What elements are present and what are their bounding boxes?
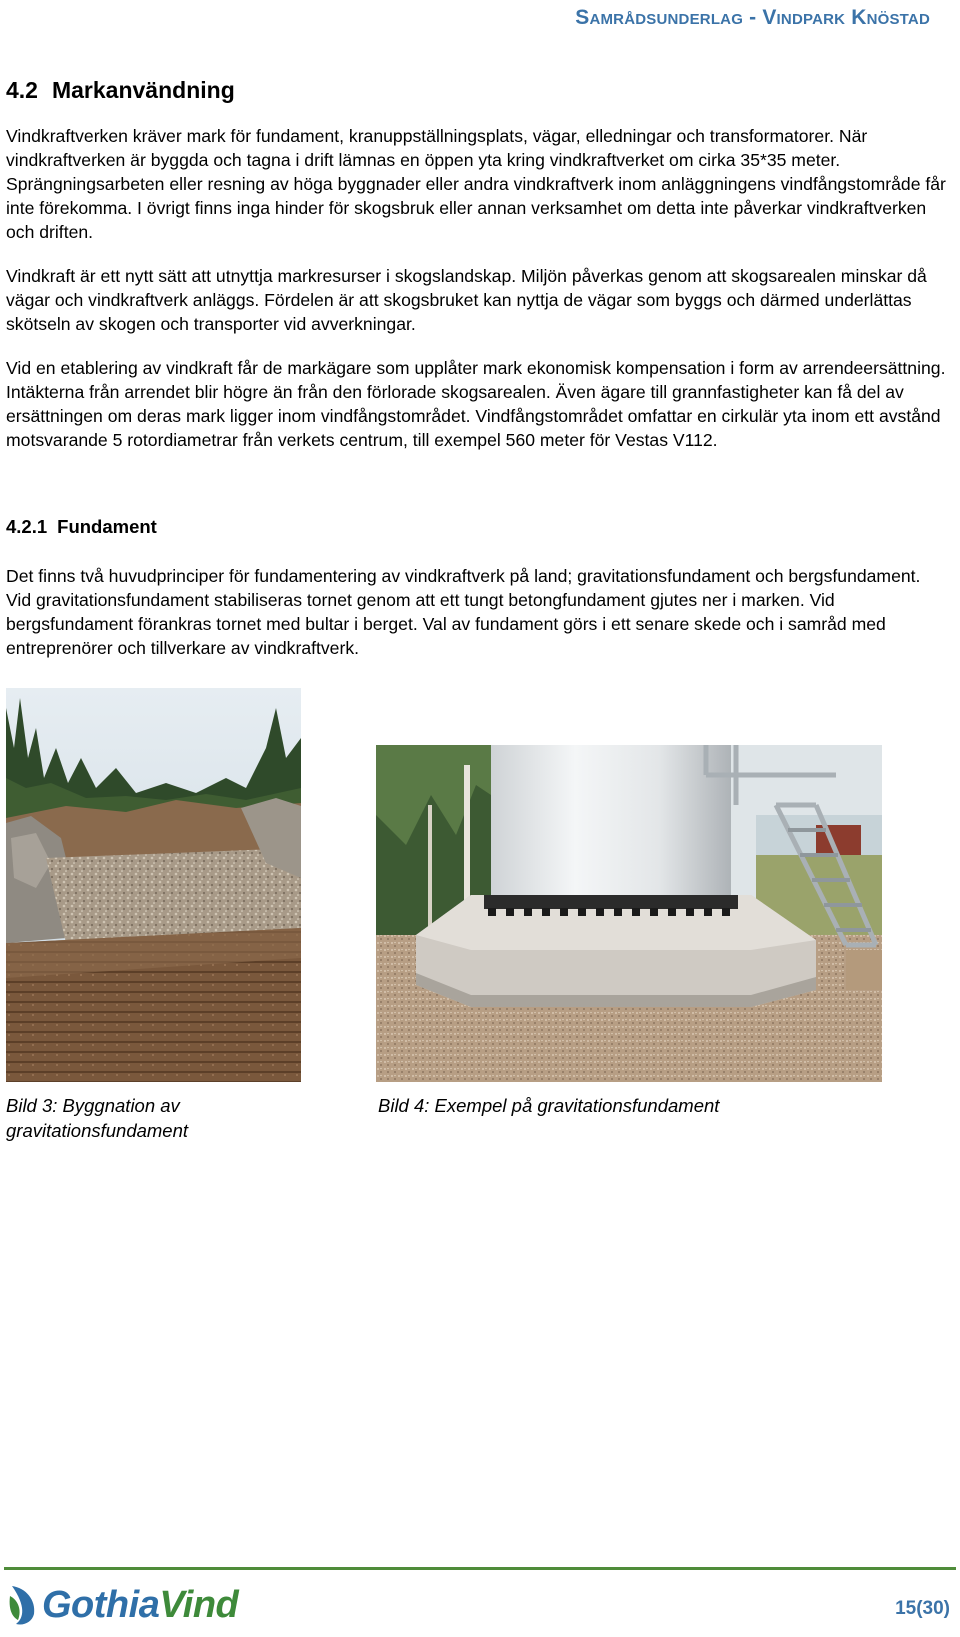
logo-wordmark bbox=[42, 1584, 238, 1627]
paragraph-2: Vindkraft är ett nytt sätt att utnyttja markresurser i skogslandskap. Miljön påverkas genom att skogsarealen minskar då vägar och vindkraftverk anläggs. Fördelen är att skogsbruket kan nyttja de vägar som byggs och därmed underlättas skötseln av skogen och transporter vid avverkningar. bbox=[6, 266, 927, 334]
wind-turbine-logo-icon bbox=[6, 1582, 40, 1628]
paragraph-3: Vid en etablering av vindkraft får de markägare som upplåter mark ekonomisk kompensation i form av arrendeersättning. Intäkterna från arrendet blir högre än från den förlorade skogsarealen. Även ägare till grannfastigheter kan få del av ersättningen om deras mark ligger inom vindfångstområdet. Vindfångstområdet omfattar en cirkulär yta inom ett avstånd motsvarande 5 rotordiametrar från verkets centrum, till exempel 560 meter för Vestas V112. bbox=[6, 358, 946, 450]
gothiavind-logo bbox=[6, 1580, 238, 1630]
footer-divider bbox=[4, 1567, 956, 1570]
photo-foundation-construction-image bbox=[6, 688, 301, 1082]
section-heading bbox=[6, 77, 235, 104]
logo-text-gothia: Gothia bbox=[42, 1583, 160, 1626]
photo-gravity-foundation bbox=[376, 745, 882, 1082]
subsection-heading bbox=[6, 516, 157, 538]
photo-gravity-foundation-image bbox=[376, 745, 882, 1082]
document-header-title: Samrådsunderlag - Vindpark Knöstad bbox=[575, 6, 930, 29]
section-number: 4.2 bbox=[6, 77, 38, 103]
paragraph-4: Det finns två huvudprinciper för fundamentering av vindkraftverk på land; gravitationsfundament och bergsfundament. Vid gravitationsfundament stabiliseras tornet genom att ett tungt betongfundament gjutes ner i marken. Vid bergsfundament förankras tornet med bultar i berget. Val av fundament görs i ett senare skede och i samråd med entreprenörer och tillverkare av vindkraftverk. bbox=[6, 566, 921, 658]
photo-foundation-construction bbox=[6, 688, 301, 1082]
paragraph-1: Vindkraftverken kräver mark för fundament, kranuppställningsplats, vägar, elledningar och transformatorer. När vindkraftverken är byggda och tagna i drift lämnas en öppen yta kring vindkraftverket om cirka 35*35 meter. Sprängningsarbeten eller resning av höga byggnader eller andra vindkraftverk inom anläggningens vindfångstområde får inte förekomma. I övrigt finns inga hinder för skogsbruk eller annan verksamhet om detta inte påverkar vindkraftverken och driften. bbox=[6, 126, 946, 242]
page-number: 15(30) bbox=[895, 1598, 950, 1619]
section-title: Markanvändning bbox=[51, 77, 235, 103]
logo-text-vind: Vind bbox=[159, 1583, 239, 1626]
figure-caption-3: Bild 3: Byggnation av gravitationsfundament bbox=[6, 1095, 189, 1141]
subsection-title: Fundament bbox=[57, 516, 157, 537]
subsection-number: 4.2.1 bbox=[6, 516, 48, 537]
figure-caption-4: Bild 4: Exempel på gravitationsfundament bbox=[378, 1095, 720, 1116]
